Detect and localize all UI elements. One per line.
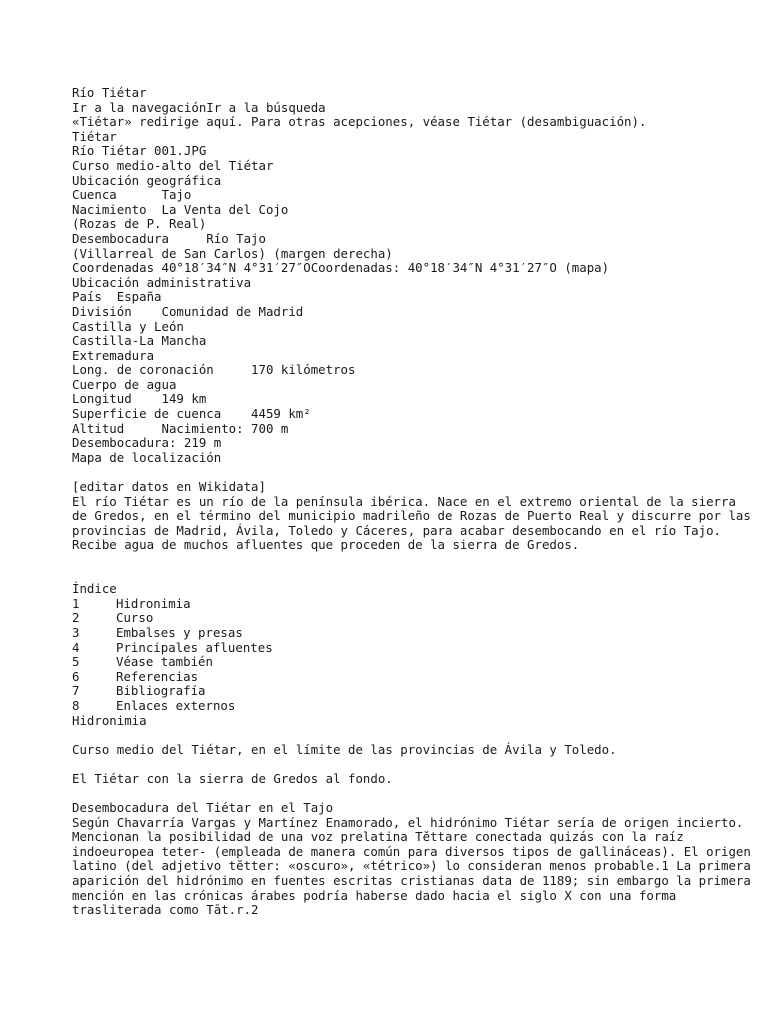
toc-item-number: 2 (72, 610, 80, 626)
infobox-row-division: División Comunidad de Madrid (72, 303, 304, 319)
toc-item-label: Curso (116, 610, 154, 626)
infobox-row-division-4: Extremadura (72, 347, 155, 363)
section-heading-hidronimia: Hidronimia (72, 712, 147, 728)
figure-caption: Curso medio del Tiétar, en el límite de las provincias de Ávila y Toledo. (72, 741, 617, 757)
infobox-row-length: Longitud 149 km (72, 391, 207, 407)
toc-heading: Índice (72, 581, 117, 597)
infobox-map-label: Mapa de localización (72, 449, 222, 465)
toc-item-curso[interactable] (72, 611, 752, 626)
infobox-row-area: Superficie de cuenca 4459 km² (72, 406, 311, 422)
infobox-section-water: Cuerpo de agua (72, 376, 177, 392)
infobox-row-division-3: Castilla-La Mancha (72, 333, 207, 349)
spacer (72, 553, 752, 582)
toc-item-enlaces[interactable] (72, 699, 752, 714)
toc-item-number: 1 (72, 595, 80, 611)
figure-caption: El Tiétar con la sierra de Gredos al fondo. (72, 770, 393, 786)
wikidata-edit-link[interactable]: [editar datos en Wikidata] (72, 479, 266, 495)
article (72, 86, 752, 918)
hidronimia-paragraph: Según Chavarría Vargas y Martínez Enamorado, el hidrónimo Tiétar sería de origen incierto. Mencionan la posibilidad de una voz prelatina Tĕttare conectada quizás con la raíz indoeuropea teter- (empleada de manera común para diversos tipos de gallináceas). El origen latino (del adjetivo tĕtter: «oscuro», «tétrico») lo consideran menos probable.1 La primera aparición del hidrónimo en fuentes escritas cristianas data de 1189; sin embargo la primera mención en las crónicas árabes podría haberse dado hacia el siglo X con una forma trasliterada como Tāt.r.2 (72, 814, 751, 918)
infobox-row-division-2: Castilla y León (72, 318, 184, 334)
infobox-row-basin: Cuenca Tajo (72, 187, 192, 203)
toc-item-number: 6 (72, 668, 80, 684)
infobox-row-mouth-sub: (Villarreal de San Carlos) (margen derecha) (72, 245, 393, 261)
toc-item-label: Principales afluentes (116, 639, 273, 655)
page-title: Río Tiétar (72, 85, 147, 100)
toc-item-afluentes[interactable] (72, 641, 752, 656)
table-of-contents (72, 582, 752, 713)
infobox-row-source-sub: (Rozas de P. Real) (72, 216, 207, 232)
spacer (72, 787, 752, 802)
infobox-row-altitude: Altitud Nacimiento: 700 m (72, 420, 289, 436)
infobox-row-coords[interactable]: Coordenadas 40°18′34″N 4°31′27″OCoordenadas: 40°18′34″N 4°31′27″O (mapa) (72, 260, 610, 276)
skip-nav-links[interactable]: Ir a la navegaciónIr a la búsqueda (72, 99, 326, 115)
infobox-row-altitude-sub: Desembocadura: 219 m (72, 435, 222, 451)
toc-item-number: 4 (72, 639, 80, 655)
intro-paragraph: El río Tiétar es un río de la península ibérica. Nace en el extremo oriental de la sierra de Gredos, en el término del municipio madrileño de Rozas de Puerto Real y discurre por las provincias de Madrid, Ávila, Toledo y Cáceres, para acabar desembocando en el río Tajo. Recibe agua de muchos afluentes que proceden de la sierra de Gredos. (72, 493, 751, 553)
infobox-section-geo: Ubicación geográfica (72, 172, 222, 188)
spacer (72, 465, 752, 480)
infobox-image-link[interactable]: Río Tiétar 001.JPG (72, 143, 207, 159)
infobox-row-mouth: Desembocadura Río Tajo (72, 230, 266, 246)
infobox (72, 130, 752, 466)
toc-item-label: Referencias (116, 668, 199, 684)
toc-item-bibliografia[interactable] (72, 684, 752, 699)
redirect-note: «Tiétar» redirige aquí. Para otras acepciones, véase Tiétar (desambiguación). (72, 114, 647, 130)
toc-item-label: Hidronimia (116, 595, 191, 611)
toc-item-label: Véase también (116, 654, 213, 670)
toc-item-number: 5 (72, 654, 80, 670)
toc-item-number: 3 (72, 624, 80, 640)
toc-item-hidronimia[interactable] (72, 597, 752, 612)
toc-item-label: Bibliografía (116, 683, 206, 699)
toc-item-referencias[interactable] (72, 670, 752, 685)
toc-item-label: Embalses y presas (116, 624, 243, 640)
infobox-image-caption: Curso medio-alto del Tiétar (72, 157, 274, 173)
infobox-row-source: Nacimiento La Venta del Cojo (72, 201, 289, 217)
infobox-row-country: País España (72, 289, 162, 305)
toc-item-number: 7 (72, 683, 80, 699)
spacer (72, 757, 752, 772)
toc-item-vease[interactable] (72, 655, 752, 670)
toc-item-embalses[interactable] (72, 626, 752, 641)
toc-item-number: 8 (72, 697, 80, 713)
infobox-section-admin: Ubicación administrativa (72, 274, 252, 290)
infobox-row-crown: Long. de coronación 170 kilómetros (72, 362, 356, 378)
spacer (72, 728, 752, 743)
toc-item-label: Enlaces externos (116, 697, 236, 713)
infobox-title: Tiétar (72, 128, 117, 144)
figure-caption: Desembocadura del Tiétar en el Tajo (72, 800, 334, 816)
